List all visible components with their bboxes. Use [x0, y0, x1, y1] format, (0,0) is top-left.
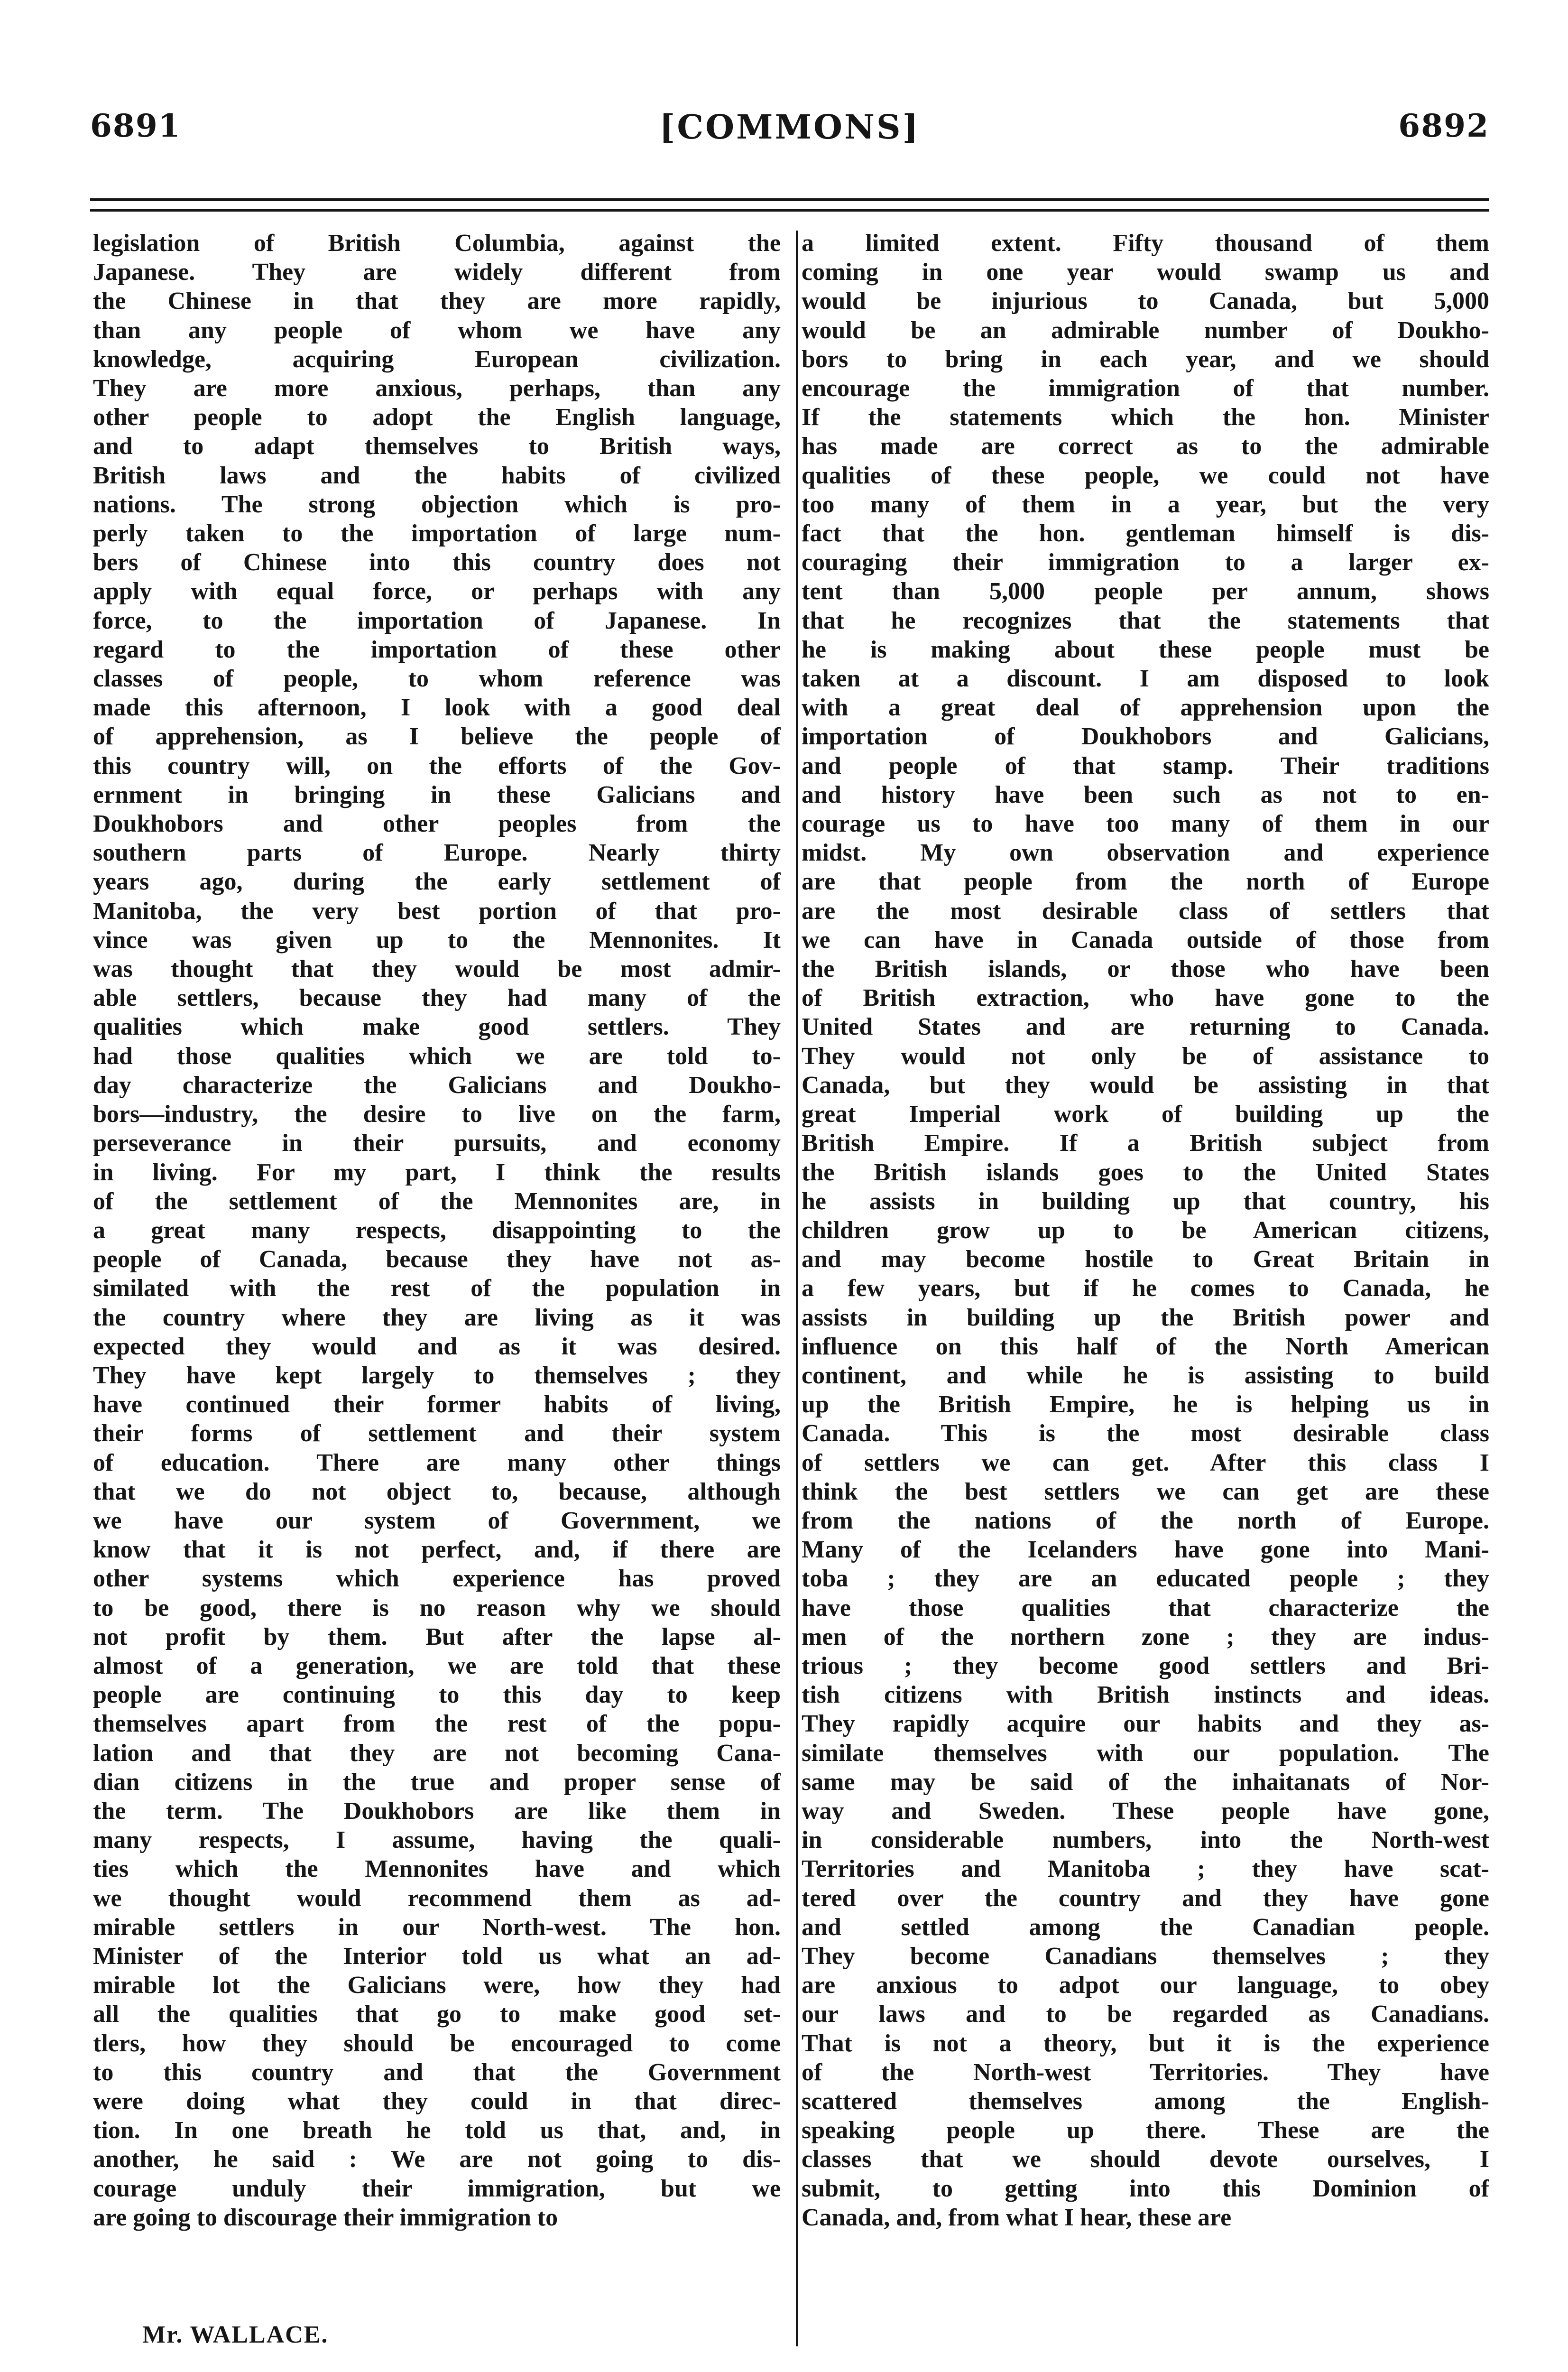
text-line: coming in one year would swamp us and: [802, 259, 1489, 286]
text-line: similated with the rest of the population in: [93, 1275, 781, 1302]
text-line: another, he said : We are not going to dis-: [93, 2146, 781, 2173]
text-line: the term. The Doukhobors are like them in: [93, 1797, 781, 1825]
text-line: we can have in Canada outside of those from: [802, 926, 1489, 954]
text-line: in considerable numbers, into the North-west: [802, 1826, 1489, 1854]
header-rule-top: [90, 198, 1489, 201]
text-line: are anxious to adpot our language, to obey: [802, 1972, 1489, 1999]
text-line: their forms of settlement and their system: [93, 1420, 781, 1447]
text-line: this country will, on the efforts of the Gov-: [93, 752, 781, 779]
text-line: Japanese. They are widely different from: [93, 259, 781, 286]
text-line: apply with equal force, or perhaps with any: [93, 578, 781, 605]
text-line: They would not only be of assistance to: [802, 1042, 1489, 1070]
text-line: They are more anxious, perhaps, than any: [93, 375, 781, 402]
text-line: assists in building up the British power and: [802, 1304, 1489, 1331]
text-line: up the British Empire, he is helping us in: [802, 1391, 1489, 1418]
text-line: fact that the hon. gentleman himself is dis-: [802, 520, 1489, 547]
text-line: that we do not object to, because, although: [93, 1478, 781, 1505]
text-line: know that it is not perfect, and, if there are: [93, 1536, 781, 1564]
text-line: perseverance in their pursuits, and economy: [93, 1130, 781, 1157]
text-line: They rapidly acquire our habits and they as-: [802, 1710, 1489, 1738]
text-line: themselves apart from the rest of the popu-: [93, 1710, 781, 1738]
page-number-left: 6891: [90, 107, 181, 144]
page-header: [90, 107, 1489, 159]
text-line: we have our system of Government, we: [93, 1507, 781, 1534]
text-line: scattered themselves among the English-: [802, 2088, 1489, 2115]
text-line: knowledge, acquiring European civilization.: [93, 345, 781, 373]
text-line: would be injurious to Canada, but 5,000: [802, 287, 1489, 315]
text-line: bors to bring in each year, and we should: [802, 345, 1489, 373]
text-line: day characterize the Galicians and Doukho-: [93, 1071, 781, 1099]
text-line: tered over the country and they have gone: [802, 1884, 1489, 1912]
text-line: They have kept largely to themselves ; they: [93, 1362, 781, 1389]
text-line: the British islands goes to the United States: [802, 1158, 1489, 1186]
text-line: the British islands, or those who have been: [802, 955, 1489, 983]
text-line: Doukhobors and other peoples from the: [93, 810, 781, 838]
text-line: of apprehension, as I believe the people of: [93, 723, 781, 751]
text-line: people of Canada, because they have not as-: [93, 1246, 781, 1273]
text-line: was thought that they would be most admir-: [93, 955, 781, 983]
text-line: submit, to getting into this Dominion of: [802, 2175, 1489, 2202]
text-line: qualities which make good settlers. They: [93, 1013, 781, 1041]
text-line: of education. There are many other things: [93, 1449, 781, 1476]
text-line: lation and that they are not becoming Cana-: [93, 1739, 781, 1767]
text-line: has made are correct as to the admirable: [802, 433, 1489, 460]
text-line: he is making about these people must be: [802, 636, 1489, 663]
text-line: of the settlement of the Mennonites are, in: [93, 1187, 781, 1215]
text-line: British laws and the habits of civilized: [93, 462, 781, 489]
text-line: way and Sweden. These people have gone,: [802, 1797, 1489, 1825]
text-line: same may be said of the inhaitanats of Nor-: [802, 1768, 1489, 1796]
text-line: the country where they are living as it was: [93, 1304, 781, 1331]
text-line: to this country and that the Government: [93, 2058, 781, 2086]
text-line: dian citizens in the true and proper sense of: [93, 1768, 781, 1796]
text-line: have continued their former habits of living,: [93, 1391, 781, 1418]
text-line: our laws and to be regarded as Canadians.: [802, 2001, 1489, 2028]
text-line: expected they would and as it was desired.: [93, 1333, 781, 1360]
text-line: that he recognizes that the statements that: [802, 607, 1489, 634]
header-rule-bottom: [90, 209, 1489, 212]
text-line: tent than 5,000 people per annum, shows: [802, 578, 1489, 605]
text-line: continent, and while he is assisting to build: [802, 1362, 1489, 1389]
text-line: British Empire. If a British subject from: [802, 1130, 1489, 1157]
text-line: ernment in bringing in these Galicians and: [93, 781, 781, 808]
text-line: Territories and Manitoba ; they have scat-: [802, 1855, 1489, 1883]
text-line: importation of Doukhobors and Galicians,: [802, 723, 1489, 751]
text-line: are the most desirable class of settlers that: [802, 897, 1489, 925]
text-line: legislation of British Columbia, against the: [93, 230, 781, 257]
text-line: and may become hostile to Great Britain in: [802, 1246, 1489, 1273]
page-number-right: 6892: [1398, 107, 1489, 144]
text-line: are that people from the north of Europe: [802, 868, 1489, 896]
text-line: bors—industry, the desire to live on the farm,: [93, 1101, 781, 1128]
text-line: mirable lot the Galicians were, how they had: [93, 1972, 781, 1999]
text-line: Canada, and, from what I hear, these are: [802, 2204, 1232, 2231]
text-line: we thought would recommend them as ad-: [93, 1884, 781, 1912]
text-line: couraging their immigration to a larger ex-: [802, 549, 1489, 576]
text-line: almost of a generation, we are told that these: [93, 1652, 781, 1679]
text-line: not profit by them. But after the lapse al-: [93, 1623, 781, 1650]
text-line: nations. The strong objection which is pro-: [93, 491, 781, 518]
text-line: a limited extent. Fifty thousand of them: [802, 230, 1489, 257]
text-line: toba ; they are an educated people ; they: [802, 1565, 1489, 1593]
text-line: too many of them in a year, but the very: [802, 491, 1489, 518]
text-line: courage unduly their immigration, but we: [93, 2175, 781, 2202]
text-line: years ago, during the early settlement of: [93, 868, 781, 896]
text-line: Many of the Icelanders have gone into Mani-: [802, 1536, 1489, 1564]
text-line: ties which the Mennonites have and which: [93, 1855, 781, 1883]
text-line: made this afternoon, I look with a good deal: [93, 694, 781, 722]
text-line: with a great deal of apprehension upon the: [802, 694, 1489, 722]
text-line: think the best settlers we can get are these: [802, 1478, 1489, 1505]
text-line: perly taken to the importation of large num-: [93, 520, 781, 547]
text-line: That is not a theory, but it is the experience: [802, 2029, 1489, 2057]
text-line: and history have been such as not to en-: [802, 781, 1489, 808]
text-line: he assists in building up that country, his: [802, 1187, 1489, 1215]
text-line: other systems which experience has proved: [93, 1565, 781, 1593]
text-line: classes of people, to whom reference was: [93, 665, 781, 693]
text-line: bers of Chinese into this country does not: [93, 549, 781, 576]
text-line: They become Canadians themselves ; they: [802, 1942, 1489, 1970]
text-line: great Imperial work of building up the: [802, 1101, 1489, 1128]
text-line: classes that we should devote ourselves, I: [802, 2146, 1489, 2173]
text-line: mirable settlers in our North-west. The hon.: [93, 1913, 781, 1941]
text-line: of the North-west Territories. They have: [802, 2058, 1489, 2086]
text-line: all the qualities that go to make good set-: [93, 2001, 781, 2028]
text-line: United States and are returning to Canada.: [802, 1013, 1489, 1041]
text-line: many respects, I assume, having the quali-: [93, 1826, 781, 1854]
text-line: and settled among the Canadian people.: [802, 1913, 1489, 1941]
text-line: men of the northern zone ; they are indus-: [802, 1623, 1489, 1650]
text-line: tion. In one breath he told us that, and, in: [93, 2117, 781, 2144]
text-line: influence on this half of the North American: [802, 1333, 1489, 1360]
text-line: from the nations of the north of Europe.: [802, 1507, 1489, 1534]
text-line: midst. My own observation and experience: [802, 839, 1489, 867]
text-line: southern parts of Europe. Nearly thirty: [93, 839, 781, 867]
text-line: Canada, but they would be assisting in that: [802, 1071, 1489, 1099]
text-line: a great many respects, disappointing to the: [93, 1216, 781, 1244]
page-title: [COMMONS]: [659, 107, 920, 147]
text-line: had those qualities which we are told to-: [93, 1042, 781, 1070]
text-line: and people of that stamp. Their traditions: [802, 752, 1489, 779]
text-line: were doing what they could in that direc-: [93, 2088, 781, 2115]
text-line: qualities of these people, we could not have: [802, 462, 1489, 489]
text-line: speaking people up there. These are the: [802, 2117, 1489, 2144]
text-line: courage us to have too many of them in our: [802, 810, 1489, 838]
text-line: vince was given up to the Mennonites. It: [93, 926, 781, 954]
text-line: tlers, how they should be encouraged to come: [93, 2029, 781, 2057]
text-line: are going to discourage their immigration to: [93, 2204, 558, 2231]
column-divider: [796, 231, 798, 2346]
text-line: If the statements which the hon. Minister: [802, 404, 1489, 431]
text-line: and to adapt themselves to British ways,: [93, 433, 781, 460]
text-line: encourage the immigration of that number.: [802, 375, 1489, 402]
text-line: children grow up to be American citizens,: [802, 1216, 1489, 1244]
text-line: able settlers, because they had many of the: [93, 984, 781, 1012]
text-line: in living. For my part, I think the results: [93, 1158, 781, 1186]
speaker-footer: Mr. WALLACE.: [142, 2321, 329, 2348]
text-line: a few years, but if he comes to Canada, he: [802, 1275, 1489, 1302]
text-line: regard to the importation of these other: [93, 636, 781, 663]
text-line: than any people of whom we have any: [93, 316, 781, 344]
text-line: to be good, there is no reason why we should: [93, 1594, 781, 1621]
text-line: the Chinese in that they are more rapidly,: [93, 287, 781, 315]
text-line: have those qualities that characterize the: [802, 1594, 1489, 1621]
text-line: taken at a discount. I am disposed to look: [802, 665, 1489, 693]
text-line: of settlers we can get. After this class I: [802, 1449, 1489, 1476]
text-line: trious ; they become good settlers and Bri-: [802, 1652, 1489, 1679]
text-line: Canada. This is the most desirable class: [802, 1420, 1489, 1447]
text-line: force, to the importation of Japanese. In: [93, 607, 781, 634]
text-line: Minister of the Interior told us what an ad-: [93, 1942, 781, 1970]
left-text-column: [93, 229, 781, 2316]
text-line: would be an admirable number of Doukho-: [802, 316, 1489, 344]
text-line: tish citizens with British instincts and ideas.: [802, 1681, 1489, 1709]
text-line: people are continuing to this day to keep: [93, 1681, 781, 1709]
text-line: similate themselves with our population. The: [802, 1739, 1489, 1767]
text-line: of British extraction, who have gone to the: [802, 984, 1489, 1012]
text-line: other people to adopt the English language,: [93, 404, 781, 431]
text-line: Manitoba, the very best portion of that pro-: [93, 897, 781, 925]
right-text-column: [802, 229, 1489, 2316]
